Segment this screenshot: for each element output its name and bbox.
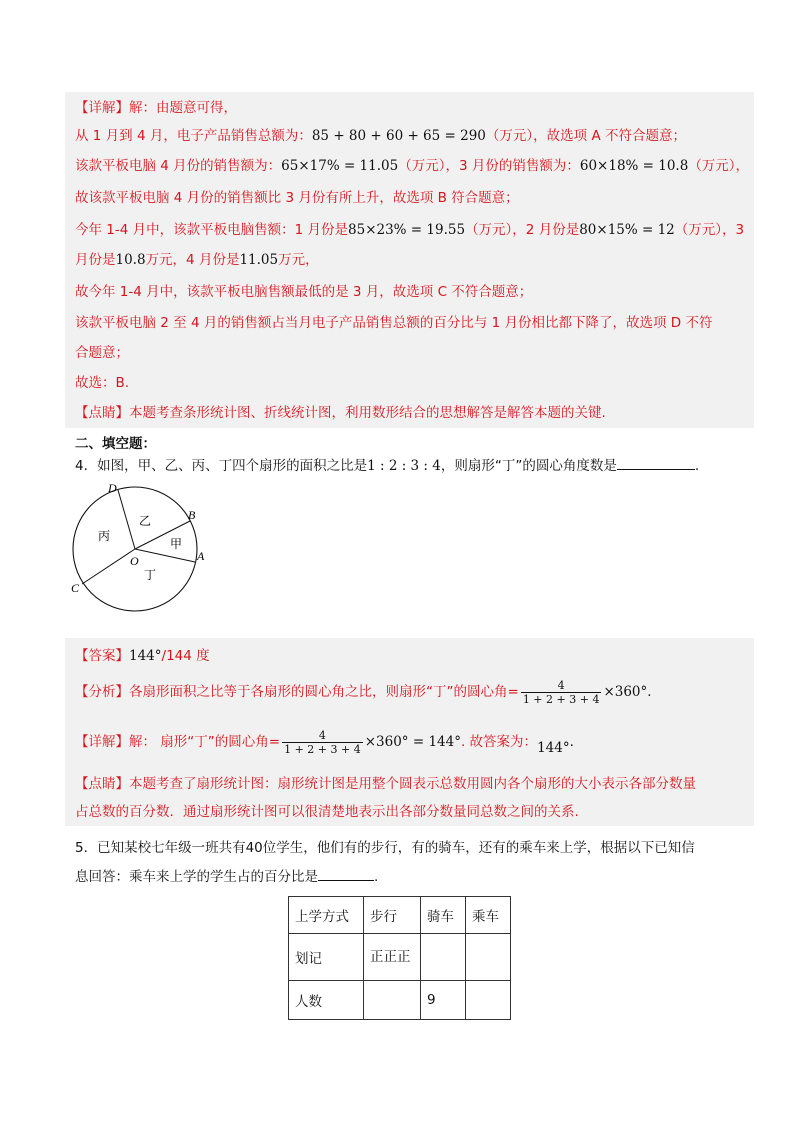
count-bus-cell [466,981,511,1020]
q3-detail-line-7: 故今年 1-4 月中，该款平板电脑售额最低的是 3 月，故选项 C 不符合题意； [75,284,533,300]
q3-detail-line-9: 合题意； [75,345,129,361]
q4-answer: 【答案】144°/144 度 [75,648,210,664]
q3-detail-line-1: 【详解】解：由题意可得， [75,100,237,116]
table-row-count [289,981,511,1020]
header-cell: 上学方式 [289,897,364,934]
header-cell: 乘车 [466,897,511,934]
q4-analysis: 【分析】各扇形面积之比等于各扇形的圆心角之比，则扇形“丁”的圆心角= $\frac{4}{1 + 2 + 3 + 4}$ ×360°. [75,678,652,706]
header-cell: 骑车 [421,897,466,934]
fraction-analysis: $\frac{4}{1 + 2 + 3 + 4}$ [522,678,600,706]
radius-oa [135,549,195,562]
label-yi: 乙 [139,514,152,528]
q4-comment-line-1: 【点睛】本题考查了扇形统计图：扇形统计图是用整个圆表示总数用圆内各个扇形的大小表示各部分数量 [75,776,696,792]
tally-table [288,896,511,1020]
row-label: 划记 [289,934,364,981]
q5-question-line-2: 息回答：乘车来上学的学生占的百分比是 . [75,866,378,887]
label-c: C [71,581,80,595]
q3-detail-line-2: 从 1 月到 4 月，电子产品销售总额为：85 + 80 + 60 + 65 = 290（万元），故选项 A 不符合题意； [75,128,686,144]
label-jia: 甲 [170,537,183,551]
q3-comment: 【点睛】本题考查条形统计图、折线统计图，利用数形结合的思想解答是解答本题的关键. [75,405,606,421]
count-walk-cell [364,981,421,1020]
label-o: O [130,554,139,568]
label-bing: 丙 [98,529,111,543]
section-title: 二、填空题： [75,436,156,452]
count-bike-cell: 9 [421,981,466,1020]
q3-detail-line-5: 今年 1-4 月中，该款平板电脑售额：1 月份是85×23% = 19.55（万元），2 月份是80×15% = 12（万元），3 [75,222,745,238]
header-cell: 步行 [364,897,421,934]
q4-answer-blank [617,455,695,470]
label-ding: 丁 [144,568,157,582]
tally-bike-cell [421,934,466,981]
label-b: B [188,508,196,522]
q4-detail: 【详解】解： 扇形“丁”的圆心角= $\frac{4}{1 + 2 + 3 + 4}$ ×360° = 144°. 故答案为：144°. [75,728,574,756]
q3-detail-line-3: 该款平板电脑 4 月份的销售额为：65×17% = 11.05（万元），3 月份的销售额为：60×18% = 10.8（万元）， [75,158,750,174]
label-d: D [108,481,117,495]
q4-comment-line-2: 占总数的百分数．通过扇形统计图可以很清楚地表示出各部分数量同总数之间的关系. [75,804,579,820]
table-row-tally [289,934,511,981]
q3-detail-line-6: 月份是10.8万元，4 月份是11.05万元， [75,252,319,268]
radius-od [118,490,135,549]
tally-walk-cell: 正正正 [364,934,421,981]
q3-detail-line-8: 该款平板电脑 2 至 4 月的销售额占当月电子产品销售总额的百分比与 1 月份相比都下降了，故选项 D 不符 [75,315,713,331]
label-a: A [197,549,205,563]
q5-answer-blank [318,866,374,881]
table-header-row [289,897,511,934]
q3-detail-line-10: 故选：B. [75,375,130,391]
q5-question-line-1: 5．已知某校七年级一班共有40位学生，他们有的步行，有的骑车，还有的乘车来上学，根据以下已知信 [75,840,695,856]
q3-detail-line-4: 故该款平板电脑 4 月份的销售额比 3 月份有所上升，故选项 B 符合题意； [75,190,519,206]
pie-diagram [66,478,216,618]
q4-question: 4．如图，甲、乙、丙、丁四个扇形的面积之比是1 : 2 : 3 : 4，则扇形“丁”的圆心角度数是 . [75,455,699,476]
row-label: 人数 [289,981,364,1020]
tally-bus-cell [466,934,511,981]
fraction-detail: $\frac{4}{1 + 2 + 3 + 4}$ [284,728,361,756]
radius-oc [82,549,135,584]
